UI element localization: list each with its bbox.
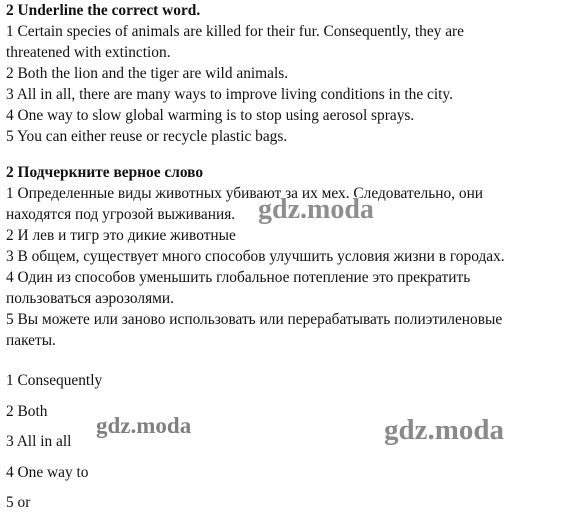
answer-item: 4 One way to — [6, 463, 89, 481]
russian-line: 3 В общем, существует много способов улучшить условия жизни в городах. — [6, 248, 505, 265]
english-heading: 2 Underline the correct word. — [6, 2, 201, 19]
answer-item: 5 or — [6, 494, 31, 511]
english-line: 5 You can either reuse or recycle plastic bags. — [6, 128, 288, 145]
russian-line: пользоваться аэрозолями. — [6, 290, 175, 307]
russian-line: 2 И лев и тигр это дикие животные — [6, 227, 236, 244]
russian-line: 5 Вы можете или заново использовать или перерабатывать полиэтиленовые — [6, 311, 503, 328]
watermark: gdz.moda — [384, 414, 505, 446]
answer-item: 2 Both — [6, 402, 48, 420]
watermark: gdz.moda — [96, 413, 192, 438]
section-gap — [6, 351, 572, 366]
section-gap — [6, 147, 572, 162]
answer-item: 3 All in all — [6, 433, 72, 450]
russian-line: пакеты. — [6, 332, 56, 349]
russian-heading: 2 Подчеркните верное слово — [6, 164, 204, 181]
english-line: 1 Certain species of animals are killed for their fur. Consequently, they are — [6, 23, 465, 40]
russian-line: 4 Один из способов уменьшить глобальное потепление это прекратить — [6, 269, 471, 286]
russian-line: 1 Определенные виды животных убивают за их мех. Следовательно, они — [6, 185, 484, 202]
english-line: 4 One way to slow global warming is to stop using aerosol sprays. — [6, 107, 415, 124]
answer-item: 1 Consequently — [6, 372, 103, 389]
english-line: 3 All in all, there are many ways to improve living conditions in the city. — [6, 86, 453, 103]
english-line: threatened with extinction. — [6, 44, 171, 61]
english-line: 2 Both the lion and the tiger are wild animals. — [6, 65, 289, 82]
english-sentences — [6, 21, 572, 147]
watermark: gdz.moda — [258, 194, 374, 225]
russian-line: находятся под угрозой выживания. — [6, 206, 236, 223]
